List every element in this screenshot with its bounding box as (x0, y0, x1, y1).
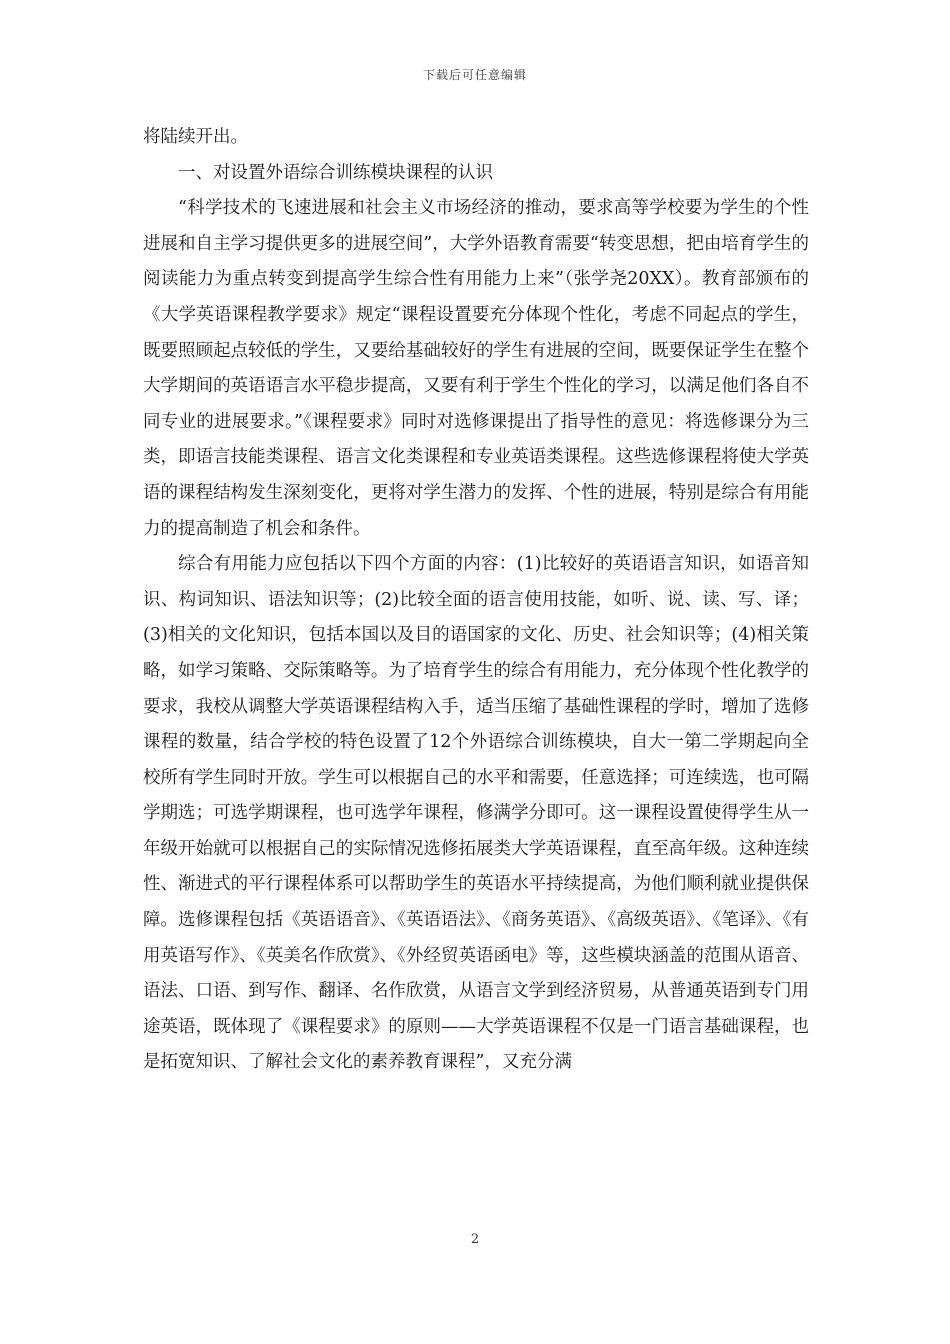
page-number: 2 (470, 1232, 480, 1247)
paragraph: “科学技术的飞速进展和社会主义市场经济的推动，要求高等学校要为学生的个性进展和自主学习提供更多的进展空间”，大学外语教育需要“转变思想，把由培育学生的阅读能力为重点转变到提高学生综合性有用能力上来”（张学尧20XX）。教育部颁布的《大学英语课程教学要求》规定“课程设置要充分体现个性化，考虑不同起点的学生，既要照顾起点较低的学生，又要给基础较好的学生有进展的空间，既要保证学生在整个大学期间的英语语言水平稳步提高，又要有利于学生个性化的学习，以满足他们各自不同专业的进展要求。”《课程要求》同时对选修课提出了指导性的意见：将选修课分为三类，即语言技能类课程、语言文化类课程和专业英语类课程。这些选修课程将使大学英语的课程结构发生深刻变化，更将对学生潜力的发挥、个性的进展，特别是综合有用能力的提高制造了机会和条件。 (143, 198, 809, 539)
paragraph-continuation: 将陆续开出。 (143, 127, 248, 147)
section-heading: 一、对设置外语综合训练模块课程的认识 (178, 162, 493, 183)
paragraph: 综合有用能力应包括以下四个方面的内容：(1)比较好的英语语言知识，如语音知识、构词知识、语法知识等；(2)比较全面的语言使用技能，如听、说、读、写、译；(3)相关的文化知识，包括本国以及目的语国家的文化、历史、社会知识等；(4)相关策略，如学习策略、交际策略等。为了培育学生的综合有用能力，充分体现个性化教学的要求，我校从调整大学英语课程结构入手，适当压缩了基础性课程的学时，增加了选修课程的数量，结合学校的特色设置了12个外语综合训练模块，自大一第二学期起向全校所有学生同时开放。学生可以根据自己的水平和需要，任意选择；可连续选，也可隔学期选；可选学期课程，也可选学年课程，修满学分即可。这一课程设置使得学生从一年级开始就可以根据自己的实际情况选修拓展类大学英语课程，直至高年级。这种连续性、渐进式的平行课程体系可以帮助学生的英语水平持续提高，为他们顺利就业提供保障。选修课程包括《英语语音》、《英语语法》、《商务英语》、《高级英语》、《笔译》、《有用英语写作》、《英美名作欣赏》、《外经贸英语函电》等，这些模块涵盖的范围从语音、语法、口语、到写作、翻译、名作欣赏，从语言文学到经济贸易，从普通英语到专门用途英语，既体现了《课程要求》的原则——大学英语课程不仅是一门语言基础课程，也是拓宽知识、了解社会文化的素养教育课程”，又充分满 (143, 554, 809, 1073)
document-body (143, 120, 809, 1081)
page-header: 下载后可任意编辑 (422, 68, 527, 82)
